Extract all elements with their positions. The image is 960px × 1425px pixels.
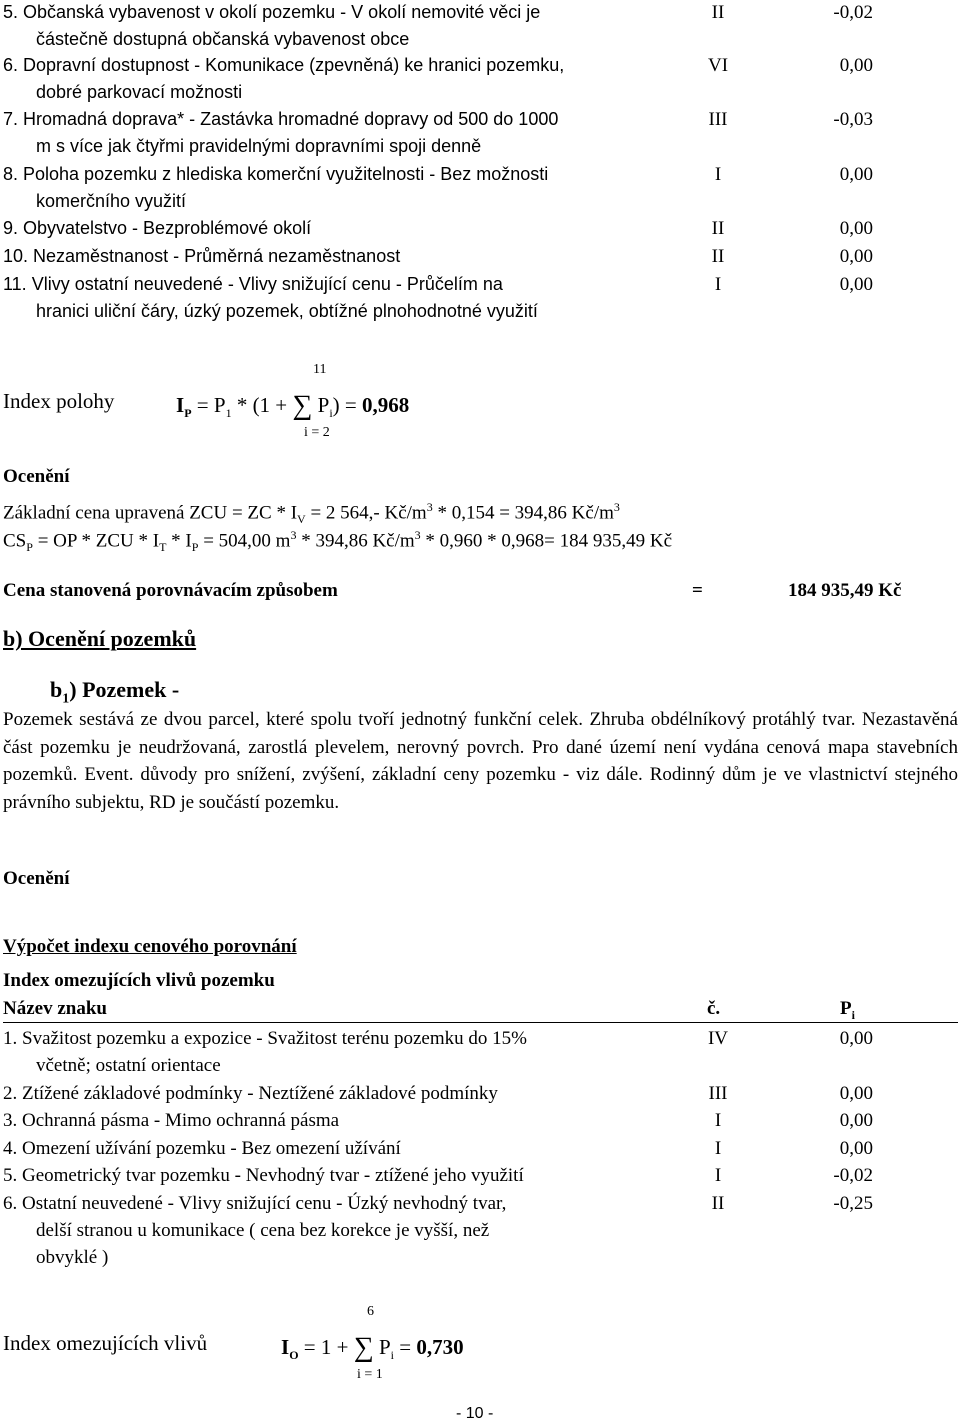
index-polohy-equation: $I_P = P_1 * (1$ + ∑ $P_i) = 0,968$ [176,390,410,421]
oceneni-2-heading: Ocenění [3,868,70,889]
cena-stanovena-value: 184 935,49 Kč [788,580,902,601]
col-header-c: č. [707,998,721,1019]
col-header-name: Název znaku [3,998,107,1019]
index-omez-title: Index omezujících vlivů pozemku [3,970,275,991]
cena-stanovena-eq: = [692,580,703,601]
cs-line: $CS_P$ = OP * ZCU * $I_T * I_P = 504,00$ $m^3 * 394,86$ $Kč/m^3 * 0,960 * 0,968= 184$ 935,49 Kč [3,528,673,555]
sum-symbol-icon: ∑ [353,1332,374,1363]
sum-lower-limit: i = 2 [304,425,330,440]
sum-upper-limit: 11 [313,362,327,377]
cena-stanovena-label: Cena stanovená porovnávacím způsobem [3,580,338,601]
sum-upper-limit: 6 [367,1304,374,1319]
sum-lower-limit: i = 1 [357,1367,383,1382]
section-b-heading: b) Ocenění pozemků [3,626,197,651]
zcu-line: Základní cena upravená ZCU = ZC * $I_V = 2$ 564,- $Kč/m^3 * 0,154 = 394,86$ $Kč/m^3$ [3,500,620,527]
pozemek-description: Pozemek sestává ze dvou parcel, které spolu tvoří jednotný funkční celek. Zhruba obdélníkový protáhlý tvar. Nezastavěná část pozemku je neudržovaná, zarostlá plevelem, nerovný povrch. Pro dané území není vydána cenová mapa stavebních pozemků. Event. důvody pro snížení, zvýšení, základní ceny pozemku - viz dále. Rodinný dům je ve vlastnictví stejného právního subjektu, RD je součástí pozemku. [3,709,958,813]
table-header-rule [3,1022,958,1023]
section-b1-heading: $b_1$) Pozemek - [50,677,180,707]
sum-symbol-icon: ∑ [292,390,313,421]
index-polohy-label: Index polohy [3,389,115,413]
col-header-p: $P_i$ [840,998,855,1022]
oceneni-heading: Ocenění [3,466,70,487]
index-omez-label: Index omezujících vlivů [3,1331,208,1355]
page-number: - 10 - [456,1405,494,1422]
index-omez-equation: $I_O = 1$ + ∑ $P_i = 0,730$ [281,1332,464,1363]
vypocet-heading: Výpočet indexu cenového porovnání [3,936,297,957]
